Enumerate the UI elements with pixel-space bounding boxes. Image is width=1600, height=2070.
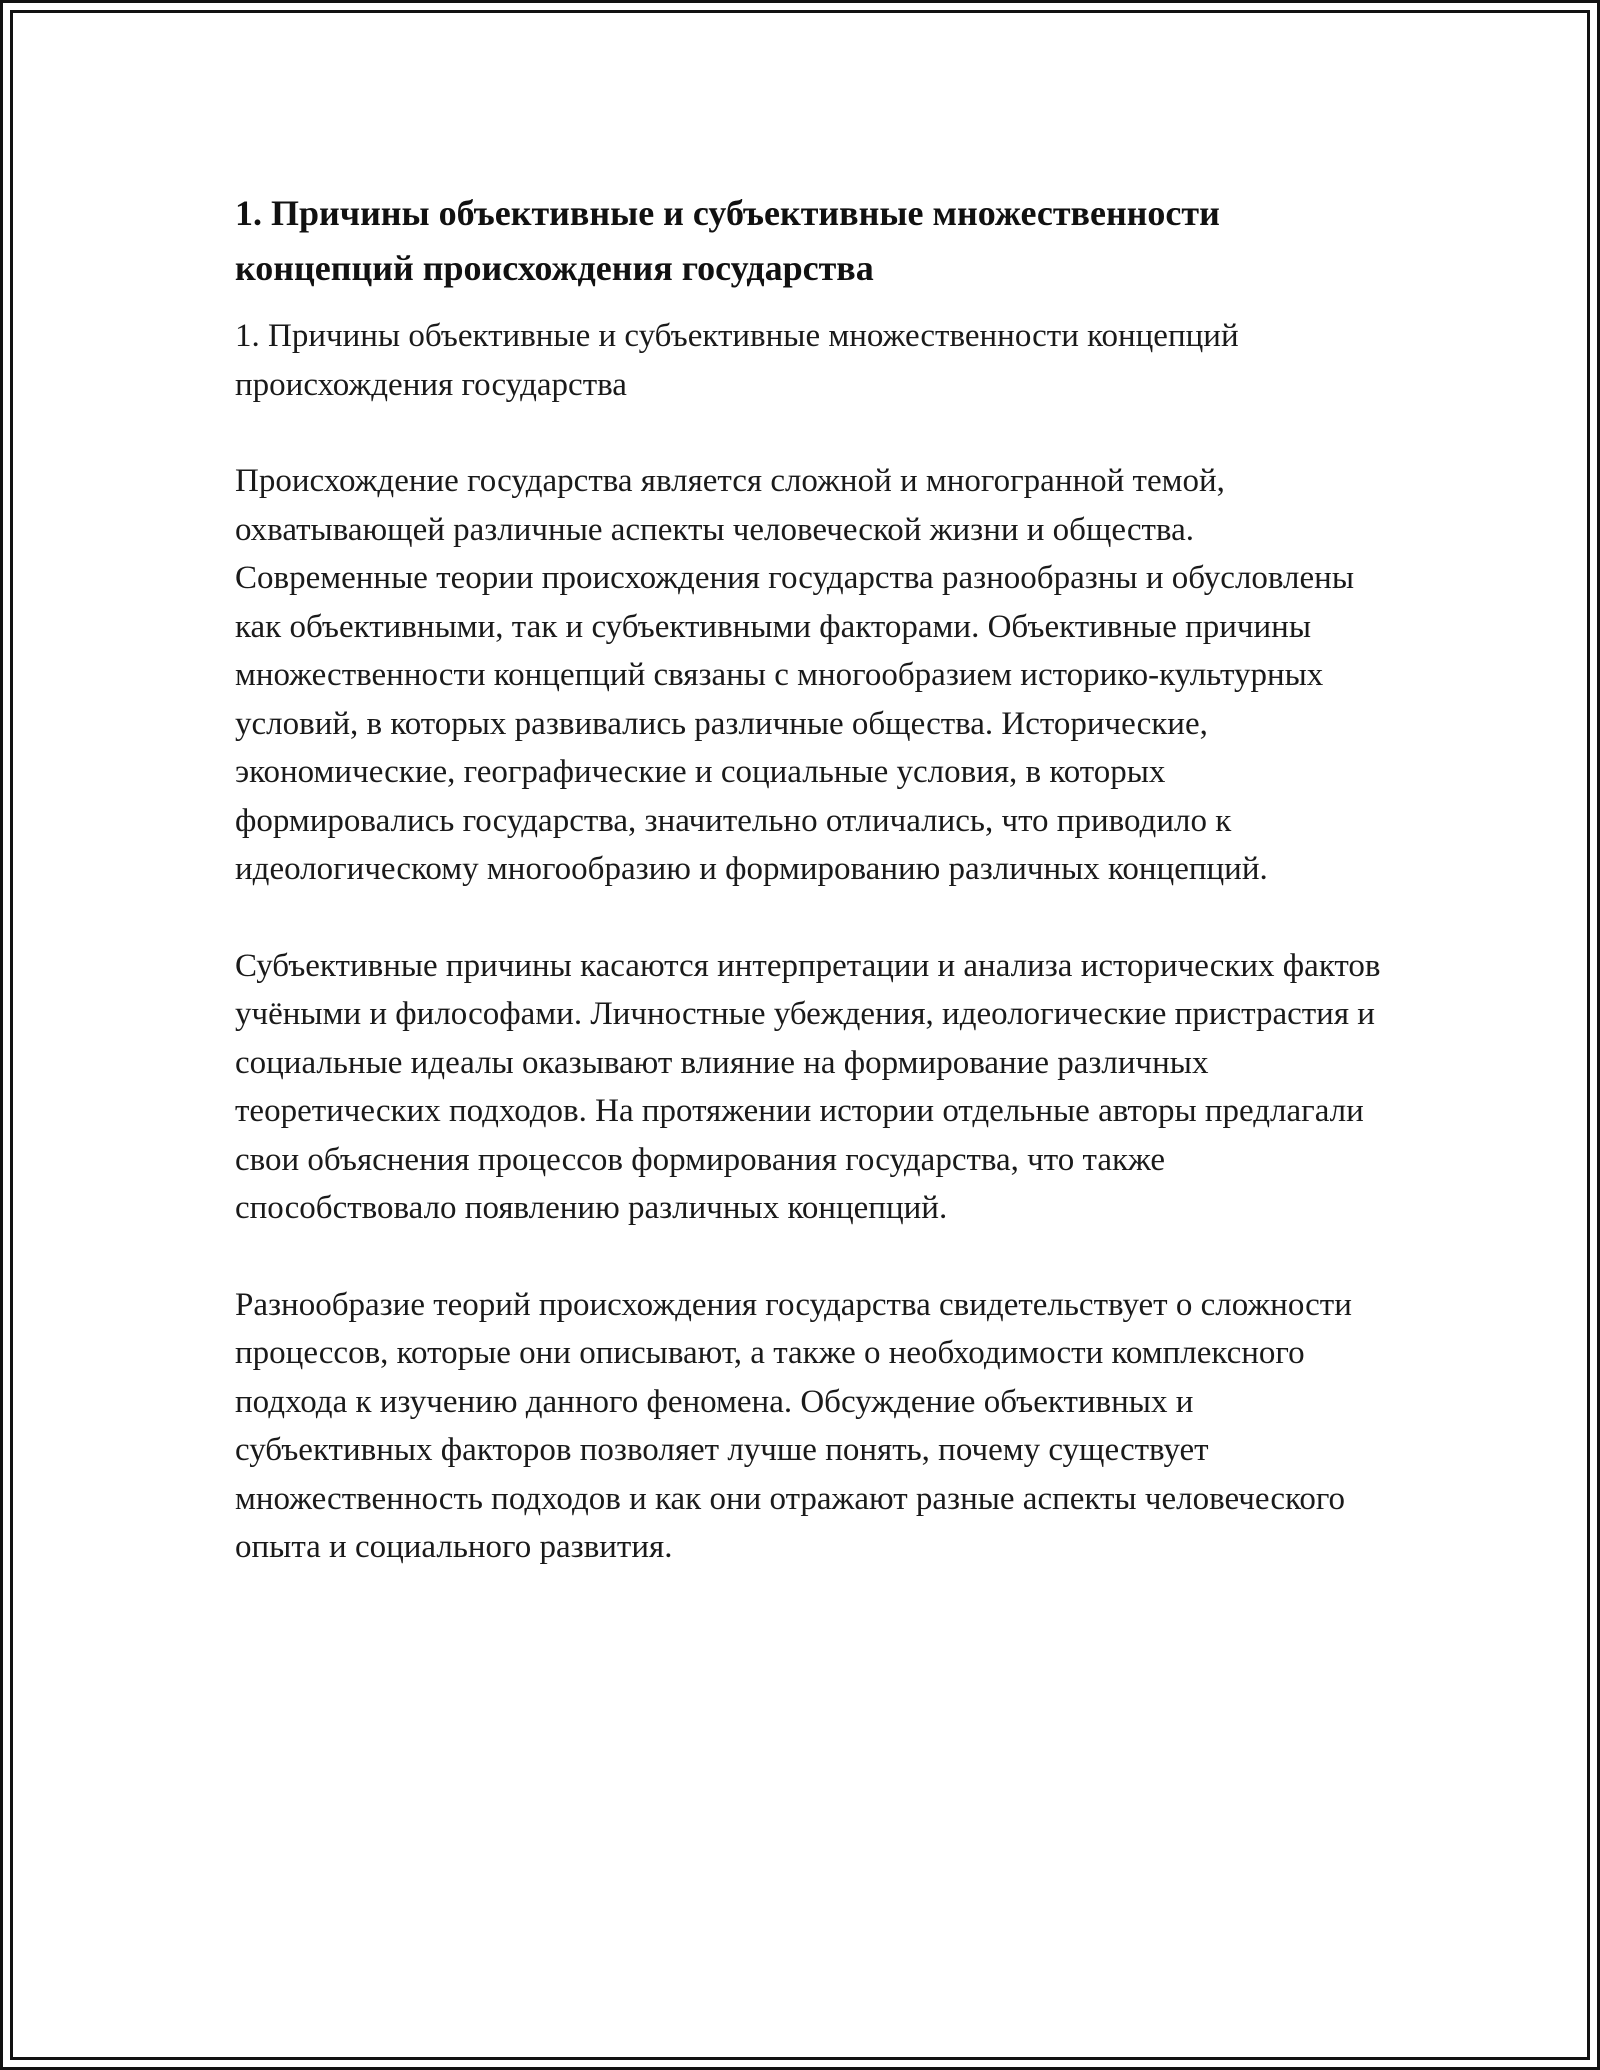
- paragraph-1: Происхождение государства является сложной и многогранной темой, охватывающей различные аспекты человеческой жизни и общества. Современные теории происхождения государства разнообразны и обусловлены как объективными, так и субъективными факторами. Объективные причины множественности концепций связаны с многообразием историко-культурных условий, в которых развивались различные общества. Исторические, экономические, географические и социальные условия, в которых формировались государства, значительно отличались, что приводило к идеологическому многообразию и формированию различных концепций.: [235, 463, 1355, 887]
- document-subtitle: 1. Причины объективные и субъективные множественности концепций происхождения государства: [235, 318, 1239, 403]
- paragraph-3: Разнообразие теорий происхождения государства свидетельствует о сложности процессов, которые они описывают, а также о необходимости комплексного подхода к изучению данного феномена. Обсуждение объективных и субъективных факторов позволяет лучше понять, почему существует множественность подходов и как они отражают разные аспекты человеческого опыта и социального развития.: [235, 1286, 1352, 1565]
- document-body: [235, 186, 1385, 1620]
- paragraph-2: Субъективные причины касаются интерпретации и анализа исторических фактов учёными и философами. Личностные убеждения, идеологические пристрастия и социальные идеалы оказывают влияние на формирование различных теоретических подходов. На протяжении истории отдельные авторы предлагали свои объяснения процессов формирования государства, что также способствовало появлению различных концепций.: [235, 947, 1381, 1226]
- document-title: 1. Причины объективные и субъективные множественности концепций происхождения государства: [235, 193, 1220, 288]
